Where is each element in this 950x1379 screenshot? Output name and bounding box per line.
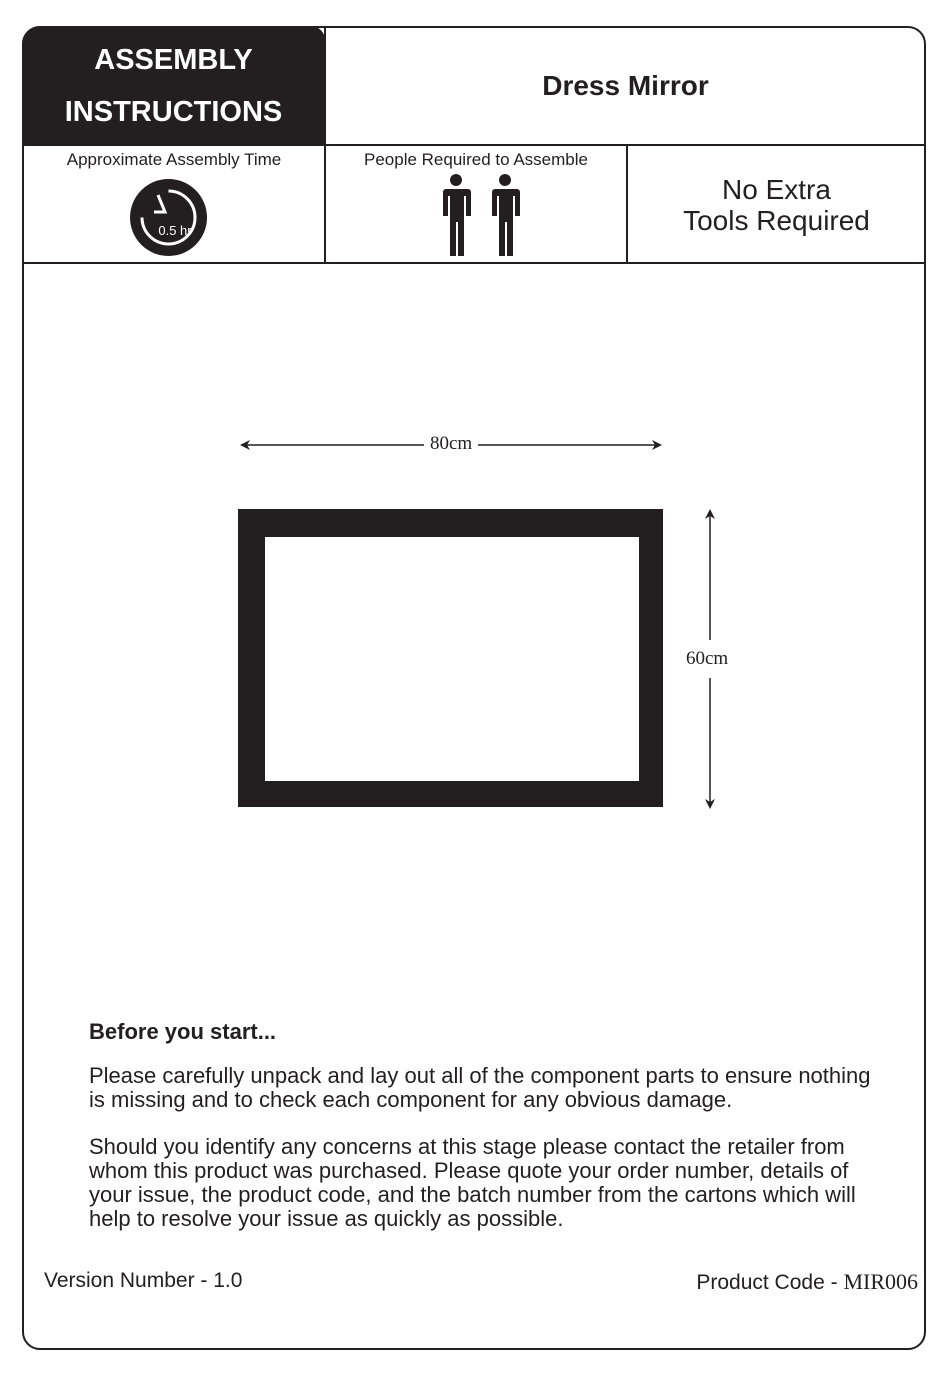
product-code-value: MIR006 — [843, 1269, 918, 1294]
assembly-time-label: Approximate Assembly Time — [66, 150, 282, 169]
notes-paragraph-1: Please carefully unpack and lay out all of the component parts to ensure nothing is missing and to check each component for any obvious damage. — [89, 1063, 871, 1112]
assembly-time-value: 0.5 hr — [158, 223, 192, 238]
before-you-start-notes — [89, 1020, 889, 1254]
title-line-1: ASSEMBLY — [94, 44, 253, 76]
notes-heading: Before you start... — [89, 1019, 277, 1044]
mirror-glass — [265, 537, 639, 781]
people-required-label: People Required to Assemble — [364, 150, 588, 169]
product-code — [696, 1269, 918, 1295]
product-name: Dress Mirror — [542, 69, 709, 101]
mirror-frame — [238, 509, 663, 807]
notes-paragraph-2: Should you identify any concerns at this stage please contact the retailer from whom this product was purchased. Please quote your order number, details of your issue, the product code, and the batch number from the cartons which will help to resolve your issue as quickly as possible. — [89, 1134, 856, 1231]
height-dimension: 60cm — [684, 640, 730, 678]
width-dimension: 80cm — [424, 433, 478, 455]
tools-line-1: No Extra — [722, 173, 831, 205]
tools-line-2: Tools Required — [683, 204, 870, 236]
title-line-2: INSTRUCTIONS — [64, 96, 283, 128]
product-code-label: Product Code - — [696, 1271, 838, 1294]
version-number: Version Number - 1.0 — [44, 1269, 243, 1292]
